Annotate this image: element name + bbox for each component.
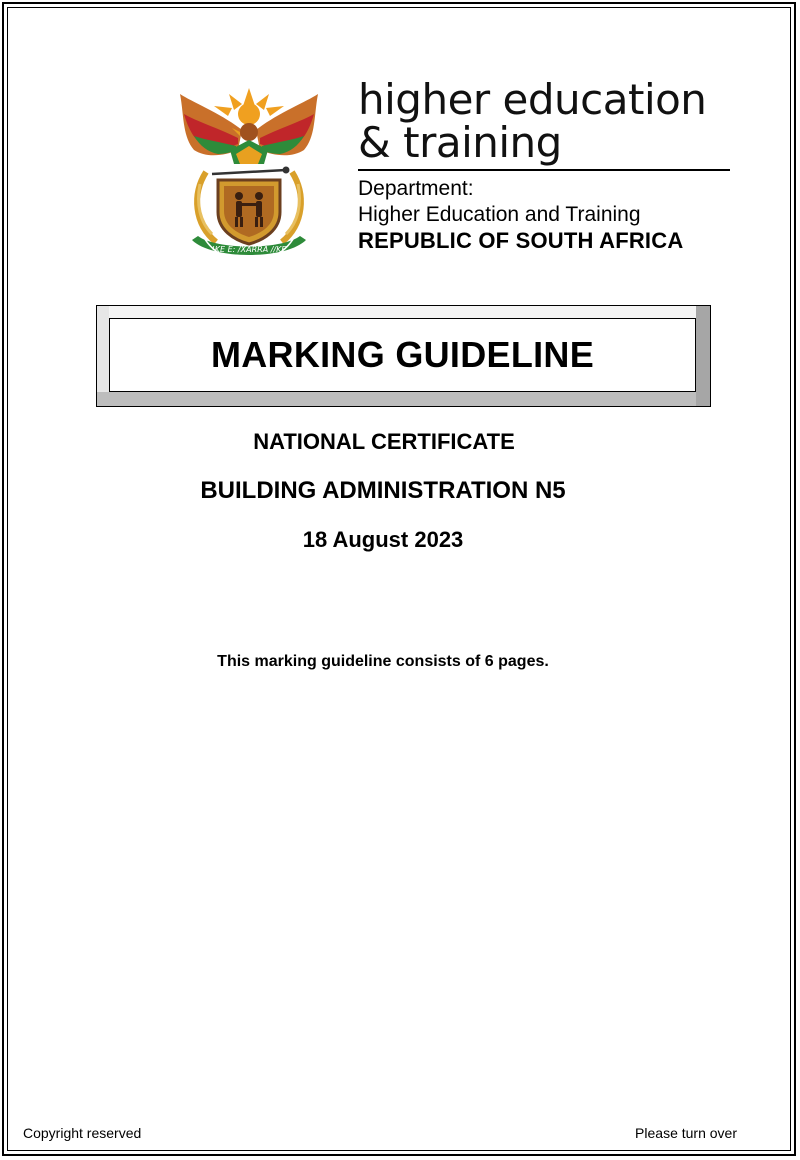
exam-date: 18 August 2023 xyxy=(302,527,464,552)
country-name: REPUBLIC OF SOUTH AFRICA xyxy=(358,228,684,253)
bevel-right xyxy=(696,306,710,406)
page-count-note: This marking guideline consists of 6 pages. xyxy=(217,653,549,670)
department-label: Department: xyxy=(358,177,474,200)
title-box xyxy=(96,305,711,407)
copyright-notice: Copyright reserved xyxy=(23,1125,142,1141)
department-brand xyxy=(358,75,738,253)
brand-divider xyxy=(358,169,730,171)
brand-line-2: & training xyxy=(358,118,562,167)
bevel-top xyxy=(97,306,710,318)
coat-of-arms-icon xyxy=(172,84,326,266)
turn-over-notice: Please turn over xyxy=(635,1125,737,1141)
certificate-level: NATIONAL CERTIFICATE xyxy=(253,429,515,454)
svg-text:!KE E: /XARRA //KE: !KE E: /XARRA //KE xyxy=(211,245,287,254)
department-info xyxy=(358,176,683,254)
bevel-bottom xyxy=(97,392,710,406)
bevel-left xyxy=(97,306,109,406)
department-name: Higher Education and Training xyxy=(358,203,641,226)
document-title: MARKING GUIDELINE xyxy=(210,334,595,375)
brand-line-1: higher education xyxy=(358,75,707,124)
subject-title: BUILDING ADMINISTRATION N5 xyxy=(200,477,566,504)
title-face xyxy=(109,318,696,392)
